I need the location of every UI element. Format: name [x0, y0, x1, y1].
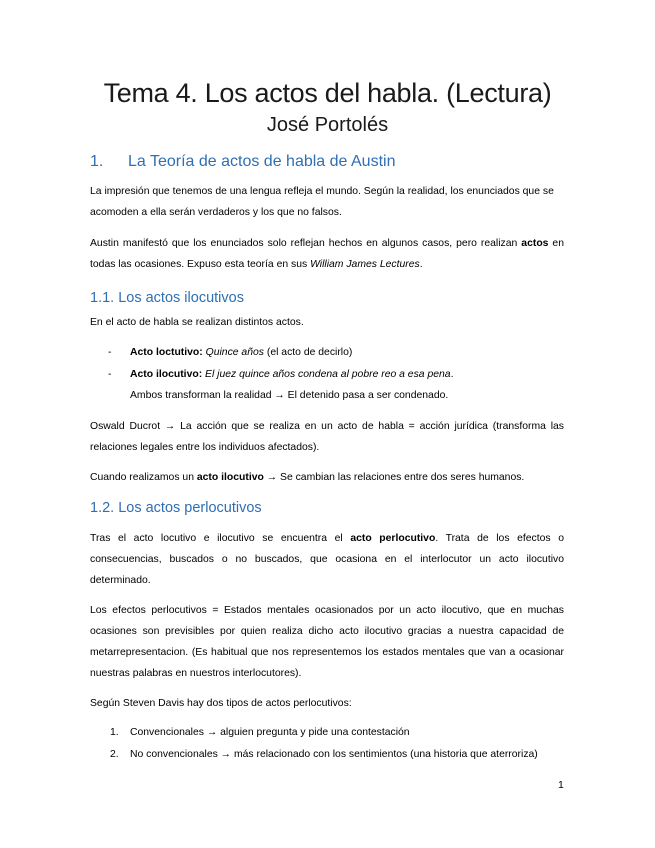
section-1-1-heading: 1.1. Los actos ilocutivos — [90, 290, 244, 306]
bold-term-acto-perlocutivo: acto perlocutivo — [350, 533, 436, 544]
text-span: Tras el acto locutivo e ilocutivo se encuentra el — [90, 533, 351, 544]
text-span: en todas las ocasiones. Expuso esta teoría en sus — [90, 238, 564, 270]
section-1-2-heading: 1.2. Los actos perlocutivos — [90, 500, 262, 516]
text-span: . — [419, 259, 423, 270]
bullet-example: El juez quince años condena al pobre reo a esa pena — [205, 369, 451, 380]
page-number: 1 — [558, 779, 564, 791]
italic-lectures-title: William James Lectures — [310, 259, 420, 270]
section-1-1-intro: En el acto de habla se realizan distintos actos. — [90, 317, 304, 328]
section-1-2-paragraph-2: Los efectos perlocutivos = Estados mentales ocasionados por un acto ilocutivo, que en muchas ocasiones son previsibles por quien realiza dicho acto ilocutivo gracias a nuestra capacidad de metarrepresentacion. (Es habitual que nos representemos los estados mentales que van a ocasionar nuestras palabras en nuestros interlocutores). — [90, 605, 564, 679]
bullet-label: Acto loctutivo: — [130, 347, 203, 358]
text-span: → Se cambian las relaciones entre dos seres humanos. — [263, 472, 525, 483]
bullet-text — [130, 342, 352, 363]
section-1-number: 1. — [90, 153, 104, 170]
list-text: No convencionales → más relacionado con los sentimientos (una historia que aterroriza) — [130, 749, 538, 760]
section-1-title: La Teoría de actos de habla de Austin — [128, 153, 396, 170]
text-span: Cuando realizamos un — [90, 472, 197, 483]
document-author: José Portolés — [266, 114, 389, 136]
document-title: Tema 4. Los actos del habla. (Lectura) — [103, 78, 552, 108]
text-span: . Trata de los efectos o consecuencias, buscados o no buscados, que ocasiona en el interlocutor un acto ilocutivo determinado. — [90, 533, 564, 586]
list-number: 2. — [110, 749, 119, 760]
section-1-paragraph-1: La impresión que tenemos de una lengua refleja el mundo. Según la realidad, los enunciados que se acomoden a ella serán verdaderos y los que no falsos. — [90, 186, 554, 218]
bullet-text — [130, 364, 453, 385]
bold-term-actos: actos — [521, 238, 549, 249]
section-1-heading — [90, 153, 395, 171]
bullet-dash: - — [108, 369, 112, 380]
bullet-rest: (el acto de decirlo) — [263, 347, 353, 358]
list-text: Convencionales → alguien pregunta y pide una contestación — [130, 727, 410, 738]
list-number: 1. — [110, 727, 119, 738]
section-1-2-paragraph-3: Según Steven Davis hay dos tipos de actos perlocutivos: — [90, 698, 352, 709]
ducrot-paragraph: Oswald Ducrot → La acción que se realiza en un acto de habla = acción jurídica (transforma las relaciones legales entre los individuos afectados). — [90, 421, 564, 453]
bullet-label: Acto ilocutivo: — [130, 369, 203, 380]
bullet-dash: - — [108, 347, 112, 358]
bullet-example: Quince años — [205, 347, 264, 358]
section-1-paragraph-2 — [90, 233, 564, 275]
ilocutivo-paragraph — [90, 467, 564, 488]
section-1-2-paragraph-1 — [90, 528, 564, 591]
text-span: Austin manifestó que los enunciados solo reflejan hechos en algunos casos, pero realizan — [90, 238, 522, 249]
bullet-continuation: Ambos transforman la realidad → El detenido pasa a ser condenado. — [130, 390, 449, 401]
bold-term-acto-ilocutivo: acto ilocutivo — [196, 472, 264, 483]
bullet-rest: . — [450, 369, 454, 380]
